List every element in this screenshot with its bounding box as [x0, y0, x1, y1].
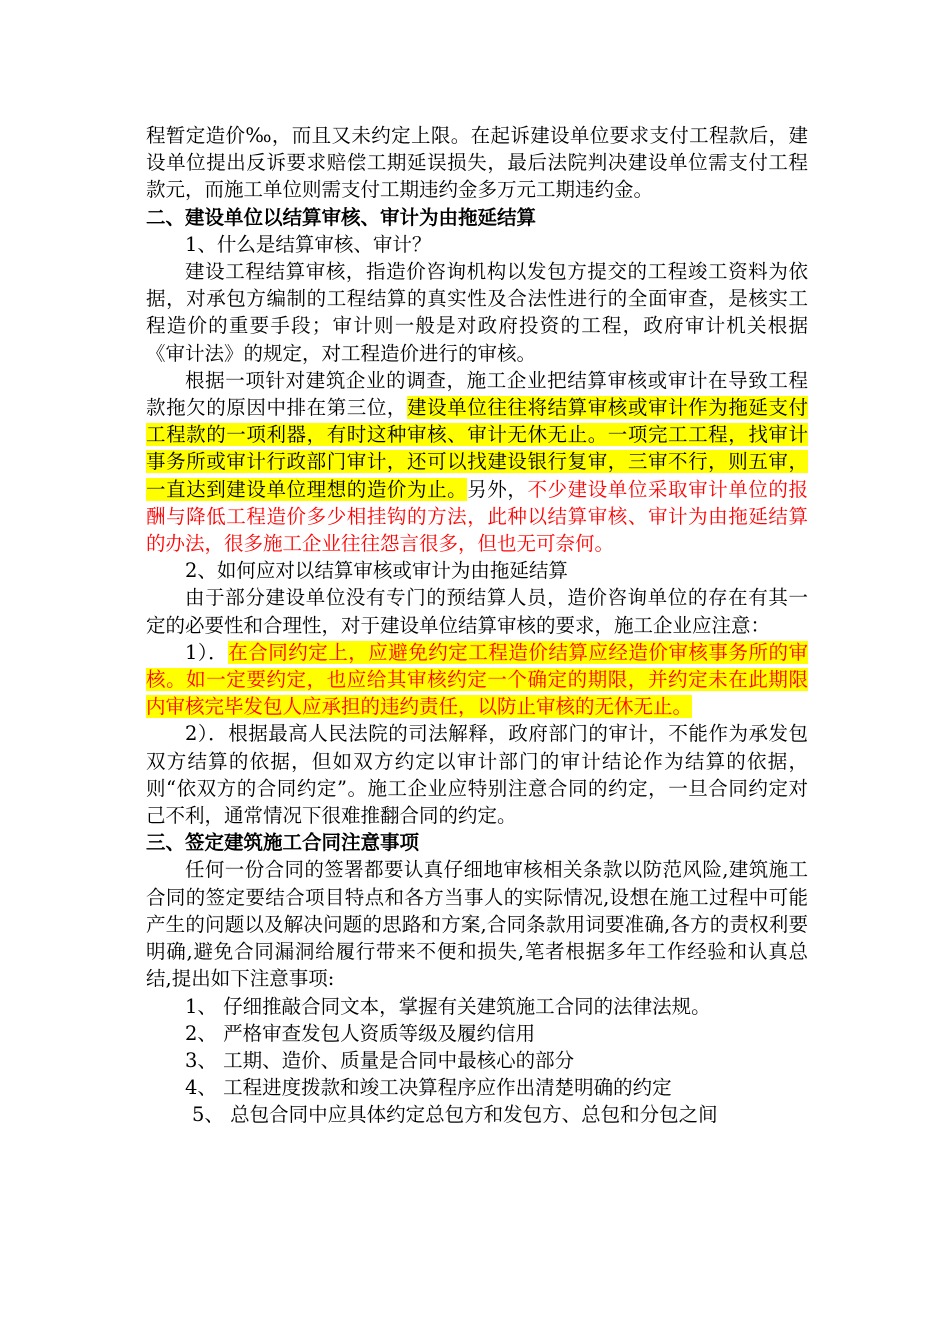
list-item: 5、 总包合同中应具体约定总包方和发包方、总包和分包之间: [192, 1103, 718, 1127]
red-text: 不少建设单位采取审计单位的报酬与降低工程造价多少相挂钩的方法，此种以结算审核、审计为由拖延结算的办法，很多施工企业往往怨言很多，但也无可奈何。: [146, 477, 808, 556]
paragraph-contract-signing: 任何一份合同的签署都要认真仔细地审核相关条款以防范风险,建筑施工合同的签定要结合项目特点和各方当事人的实际情况,设想在施工过程中可能产生的问题以及解决问题的思路和方案,合同条款用词要准确,各方的责权利要明确,避免合同漏洞给履行带来不便和损失,笔者根据多年工作经验和认真总结,提出如下注意事项:: [146, 858, 808, 991]
list-item: 4、 工程进度拨款和竣工决算程序应作出清楚明确的约定: [185, 1076, 672, 1100]
section-heading-2: 二、建设单位以结算审核、审计为由拖延结算: [146, 205, 537, 229]
list-item: 1、 仔细推敲合同文本，掌握有关建筑施工合同的法律法规。: [185, 994, 711, 1018]
list-item: 3、 工期、造价、质量是合同中最核心的部分: [185, 1048, 575, 1072]
paragraph-survey: [146, 367, 808, 557]
section-heading-3: 三、签定建筑施工合同注意事项: [146, 831, 420, 855]
item-1-number: 1）．: [185, 640, 229, 664]
survey-text: 根据一项针对建筑企业的调查，施工企业把结算审核或审计在导致工程款拖欠的原因中排在第三位，: [146, 368, 808, 420]
highlighted-text: 建设单位往往将结算审核或审计作为拖延支付工程款的一项利器，有时这种审核、审计无休无止。一项完工工程，找审计事务所或审计行政部门审计，还可以找建设银行复审，三审不行，则五审，一直达到建设单位理想的造价为止。: [146, 396, 808, 501]
document-page: [146, 122, 808, 1129]
paragraph-audit-definition: 建设工程结算审核，指造价咨询机构以发包方提交的工程竣工资料为依据，对承包方编制的工程结算的真实性及合法性进行的全面审查，是核实工程造价的重要手段；审计则一般是对政府投资的工程，政府审计机关根据《审计法》的规定，对工程造价进行的审核。: [146, 260, 808, 365]
survey-connector: 另外，: [467, 477, 528, 501]
paragraph-item-2: 2）．根据最高人民法院的司法解释，政府部门的审计，不能作为承发包双方结算的依据，但如双方约定以审计部门的审计结论作为结算的依据，则“依双方的合同约定”。施工企业应特别注意合同的约定，一旦合同约定对己不利，通常情况下很难推翻合同的约定。: [146, 722, 808, 828]
subheading-1: 1、什么是结算审核、审计？: [185, 232, 432, 256]
list-item: 2、 严格审查发包人资质等级及履约信用: [185, 1021, 536, 1045]
subheading-2: 2、如何应对以结算审核或审计为由拖延结算: [185, 559, 568, 583]
paragraph-consulting: 由于部分建设单位没有专门的预结算人员，造价咨询单位的存在有其一定的必要性和合理性，对于建设单位结算审核的要求，施工企业应注意：: [146, 586, 808, 637]
highlighted-red-text: 在合同约定上，应避免约定工程造价结算应经造价审核事务所的审核。如一定要约定，也应给其审核约定一个确定的期限，并约定未在此期限内审核完毕发包人应承担的违约责任，以防止审核的无休无止。: [146, 640, 808, 719]
paragraph-item-1: [146, 639, 808, 721]
paragraph-continued: 程暂定造价‰，而且又未约定上限。在起诉建设单位要求支付工程款后，建设单位提出反诉要求赔偿工期延误损失，最后法院判决建设单位需支付工程款元，而施工单位则需支付工期违约金多万元工期违约金。: [146, 124, 808, 202]
